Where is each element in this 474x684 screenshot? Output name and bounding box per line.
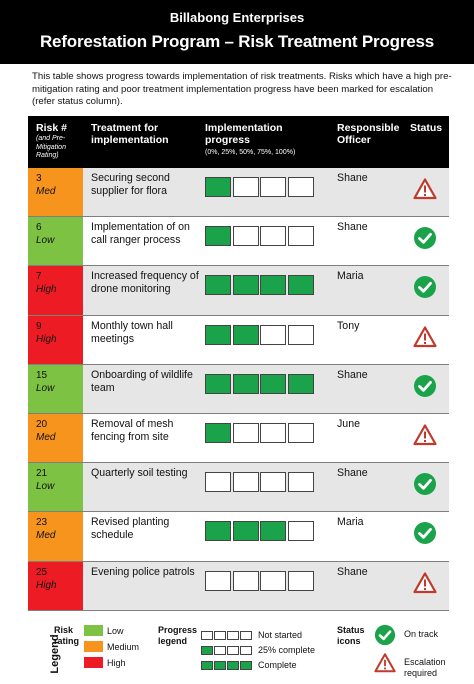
col-progress-label: Implementation progress — [205, 122, 283, 146]
status-icon-cell — [413, 177, 437, 201]
treatment-text: Removal of mesh fencing from site — [91, 417, 174, 443]
progress-bar — [205, 325, 315, 345]
progress-cell — [205, 275, 231, 295]
warning-triangle-icon — [374, 652, 396, 674]
legend-risk-item-label: Medium — [107, 641, 140, 652]
treatment-text: Increased frequency of drone monitoring — [91, 270, 199, 296]
progress-cell — [205, 325, 231, 345]
progress-cell — [214, 631, 226, 640]
table-row — [28, 414, 449, 463]
progress-cell — [288, 571, 314, 591]
legend-status-item — [374, 624, 456, 648]
mini-progress-bar — [201, 631, 252, 640]
responsible-officer: Maria — [337, 516, 364, 529]
progress-cell — [240, 661, 252, 670]
mini-progress-bar — [201, 661, 252, 670]
table-header — [28, 116, 449, 168]
risk-rating-cell — [28, 316, 83, 364]
progress-cell — [233, 374, 259, 394]
status-icon-cell — [413, 571, 437, 595]
warning-triangle-icon — [413, 571, 437, 595]
legend-progress-item — [201, 630, 302, 640]
legend-status-icon — [374, 624, 396, 648]
check-circle-icon — [374, 624, 396, 646]
legend-progress-item — [201, 660, 297, 670]
progress-bar — [205, 521, 315, 541]
progress-cell — [240, 646, 252, 655]
risk-number: 23 — [36, 517, 48, 529]
treatment-text: Securing second supplier for flora — [91, 172, 170, 197]
risk-number: 20 — [36, 418, 48, 430]
risk-rating: High — [36, 579, 57, 591]
legend — [28, 618, 449, 684]
treatment-text: Evening police patrols — [91, 565, 195, 578]
mini-progress-bar — [201, 646, 252, 655]
progress-cell — [260, 177, 286, 197]
status-icon-cell — [413, 325, 437, 349]
responsible-officer: Maria — [337, 270, 364, 283]
col-risk-label: Risk # — [36, 122, 67, 134]
organization-name: Billabong Enterprises — [169, 10, 305, 25]
risk-rating: Med — [36, 186, 56, 197]
progress-cell — [260, 374, 286, 394]
progress-cell — [214, 661, 226, 670]
risk-rating: High — [36, 333, 57, 345]
risk-rating-cell — [28, 266, 83, 314]
progress-bar — [205, 374, 315, 394]
check-circle-icon — [413, 521, 437, 545]
risk-rating: Low — [36, 382, 55, 394]
risk-treatment-table — [28, 116, 449, 611]
table-row — [28, 562, 449, 611]
progress-cell — [205, 571, 231, 591]
progress-cell — [233, 571, 259, 591]
risk-number: 25 — [36, 566, 48, 578]
progress-cell — [288, 521, 314, 541]
risk-rating: Med — [36, 530, 56, 542]
risk-number: 3 — [36, 173, 42, 184]
legend-status-item-label: On track — [404, 629, 439, 639]
table-row — [28, 463, 449, 512]
responsible-officer: Shane — [337, 221, 368, 234]
treatment-text: Monthly town hall meetings — [91, 319, 173, 345]
col-risk-sublabel: (and Pre-Mitigation Rating) — [36, 135, 66, 159]
progress-cell — [214, 646, 226, 655]
risk-rating-cell — [28, 512, 83, 560]
legend-risk-item — [84, 641, 139, 652]
risk-rating-cell — [28, 365, 83, 413]
treatment-text: Revised planting schedule — [91, 516, 170, 542]
risk-rating-cell — [28, 217, 83, 265]
status-icon-cell — [413, 423, 437, 447]
progress-cell — [201, 646, 213, 655]
color-swatch — [84, 625, 103, 636]
table-row — [28, 316, 449, 365]
intro-paragraph: This table shows progress towards implementation of risk treatments. Risks which have a high pre-mitigation rating and poor treatment implementation progress have been marked for escalation (refer status column). — [32, 71, 452, 107]
check-circle-icon — [413, 472, 437, 496]
progress-cell — [288, 423, 314, 443]
warning-triangle-icon — [413, 423, 437, 447]
legend-title: Legend — [49, 634, 61, 674]
status-icon-cell — [413, 472, 437, 496]
progress-cell — [288, 472, 314, 492]
check-circle-icon — [413, 275, 437, 299]
progress-cell — [233, 275, 259, 295]
warning-triangle-icon — [413, 325, 437, 349]
progress-cell — [260, 472, 286, 492]
risk-rating: Low — [36, 235, 55, 247]
progress-cell — [233, 423, 259, 443]
header-banner — [0, 0, 474, 64]
col-header-risk — [36, 122, 88, 161]
table-body — [28, 168, 449, 611]
responsible-officer: Shane — [337, 368, 368, 381]
risk-rating-cell — [28, 463, 83, 511]
table-row — [28, 168, 449, 217]
legend-status-item-label: Escalation required — [404, 657, 446, 678]
color-swatch — [84, 657, 103, 668]
progress-cell — [260, 521, 286, 541]
progress-cell — [201, 661, 213, 670]
treatment-text: Onboarding of wildlife team — [91, 368, 193, 394]
responsible-officer: June — [337, 417, 360, 430]
responsible-officer: Tony — [337, 319, 360, 332]
progress-cell — [260, 226, 286, 246]
progress-cell — [205, 226, 231, 246]
status-icon-cell — [413, 521, 437, 545]
risk-number: 7 — [36, 271, 42, 283]
risk-rating-cell — [28, 168, 83, 216]
col-header-treatment: Treatment for implementation — [91, 122, 169, 146]
col-header-status: Status — [410, 122, 443, 134]
status-icon-cell — [413, 226, 437, 250]
progress-cell — [240, 631, 252, 640]
progress-cell — [233, 472, 259, 492]
risk-number: 15 — [36, 369, 48, 381]
progress-cell — [205, 423, 231, 443]
risk-rating: High — [36, 284, 57, 296]
risk-number: 6 — [36, 222, 42, 234]
table-row — [28, 512, 449, 561]
progress-bar — [205, 472, 315, 492]
legend-risk-item-label: High — [107, 657, 126, 668]
progress-cell — [205, 374, 231, 394]
progress-cell — [288, 177, 314, 197]
legend-progress-item — [201, 645, 315, 655]
progress-cell — [288, 275, 314, 295]
check-circle-icon — [413, 226, 437, 250]
progress-bar — [205, 177, 315, 197]
progress-cell — [260, 571, 286, 591]
responsible-officer: Shane — [337, 467, 368, 480]
progress-cell — [288, 226, 314, 246]
status-icon-cell — [413, 374, 437, 398]
color-swatch — [84, 641, 103, 652]
col-header-officer: Responsible Officer — [337, 122, 400, 146]
responsible-officer: Shane — [337, 172, 368, 184]
progress-cell — [205, 521, 231, 541]
progress-cell — [205, 472, 231, 492]
progress-cell — [201, 631, 213, 640]
col-progress-sublabel: (0%, 25%, 50%, 75%, 100%) — [205, 149, 296, 156]
legend-status-item — [374, 652, 456, 679]
risk-rating-cell — [28, 414, 83, 462]
progress-bar — [205, 275, 315, 295]
progress-bar — [205, 423, 315, 443]
progress-bar — [205, 571, 315, 591]
progress-cell — [233, 177, 259, 197]
progress-cell — [227, 661, 239, 670]
check-circle-icon — [413, 374, 437, 398]
treatment-text: Implementation of on call ranger process — [91, 221, 190, 247]
legend-risk-item — [84, 625, 124, 636]
risk-number: 9 — [36, 320, 42, 332]
progress-cell — [227, 631, 239, 640]
table-row — [28, 365, 449, 414]
col-header-progress — [205, 122, 325, 159]
progress-cell — [233, 325, 259, 345]
progress-cell — [288, 325, 314, 345]
progress-cell — [227, 646, 239, 655]
progress-bar — [205, 226, 315, 246]
legend-progress-item-label: 25% complete — [258, 645, 316, 655]
legend-risk-label: Risk rating — [54, 625, 80, 646]
risk-rating: Med — [36, 431, 56, 443]
progress-cell — [233, 226, 259, 246]
risk-number: 21 — [36, 468, 48, 480]
table-row — [28, 217, 449, 266]
page-title: Reforestation Program – Risk Treatment Progress — [39, 32, 434, 51]
risk-rating: Low — [36, 481, 55, 493]
risk-rating-cell — [28, 562, 83, 610]
progress-cell — [260, 423, 286, 443]
responsible-officer: Shane — [337, 565, 368, 578]
status-icon-cell — [413, 275, 437, 299]
legend-progress-label: Progress legend — [158, 625, 198, 646]
legend-status-icon — [374, 652, 396, 676]
progress-cell — [233, 521, 259, 541]
legend-status-label: Status icons — [337, 625, 365, 646]
legend-progress-item-label: Not started — [258, 630, 303, 640]
legend-risk-item-label: Low — [107, 625, 124, 636]
legend-progress-item-label: Complete — [258, 660, 297, 670]
table-row — [28, 266, 449, 315]
progress-cell — [260, 325, 286, 345]
warning-triangle-icon — [413, 177, 437, 201]
treatment-text: Quarterly soil testing — [91, 467, 188, 480]
progress-cell — [288, 374, 314, 394]
progress-cell — [205, 177, 231, 197]
legend-risk-item — [84, 657, 126, 668]
progress-cell — [260, 275, 286, 295]
